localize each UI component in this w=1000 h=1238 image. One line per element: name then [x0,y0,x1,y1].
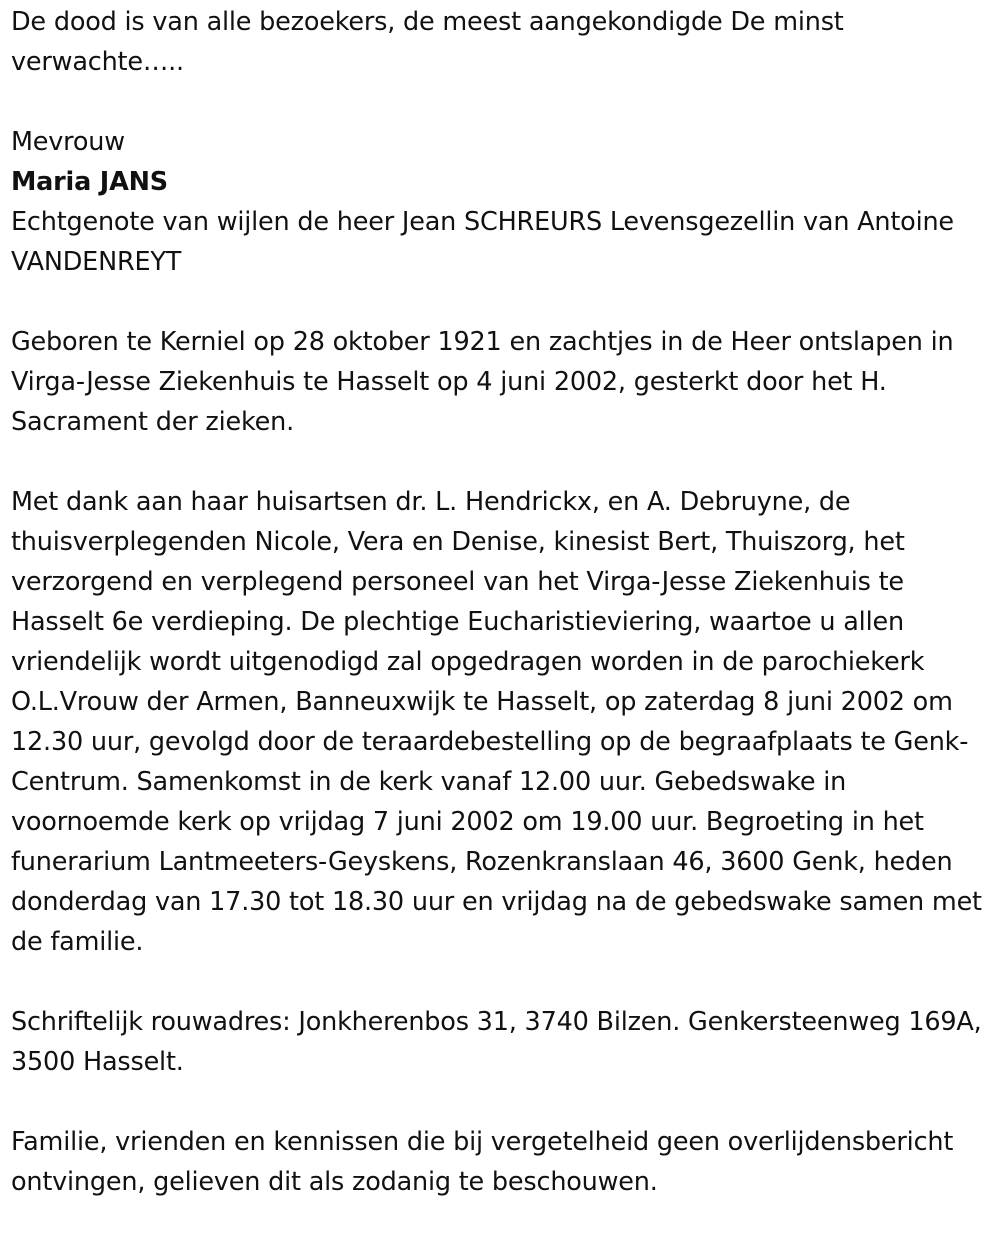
thanks-service-paragraph: Met dank aan haar huisartsen dr. L. Hendrickx, en A. Debruyne, de thuisverplegenden Nicole, Vera en Denise, kinesist Bert, Thuiszorg, het verzorgend en verplegend personeel van het Virga-Jesse Ziekenhuis te Hasselt 6e verdieping. De plechtige Eucharistieviering, waartoe u allen vriendelijk wordt uitgenodigd zal opgedragen worden in de parochiekerk O.L.Vrouw der Armen, Banneuxwijk te Hasselt, op zaterdag 8 juni 2002 om 12.30 uur, gevolgd door de teraardebestelling op de begraafplaats te Genk-Centrum. Samenkomst in de kerk vanaf 12.00 uur. Gebedswake in voornoemde kerk op vrijdag 7 juni 2002 om 19.00 uur. Begroeting in het funerarium Lantmeeters-Geyskens, Rozenkranslaan 46, 3600 Genk, heden donderdag van 17.30 tot 18.30 uur en vrijdag na de gebedswake samen met de familie. [11,487,982,957]
spacer [11,1082,990,1122]
spacer [11,442,990,482]
relation-text: Echtgenote van wijlen de heer Jean SCHREURS Levensgezellin van Antoine VANDENREYT [11,207,954,277]
spacer [11,962,990,1002]
spacer [11,82,990,122]
intro-quote: De dood is van alle bezoekers, de meest aangekondigde De minst verwachte….. [11,7,844,77]
spacer [11,282,990,322]
condolence-address: Schriftelijk rouwadres: Jonkherenbos 31, 3740 Bilzen. Genkersteenweg 169A, 3500 Hasselt. [11,1007,982,1077]
birth-death-paragraph: Geboren te Kerniel op 28 oktober 1921 en zachtjes in de Heer ontslapen in Virga-Jesse Ziekenhuis te Hasselt op 4 juni 2002, gesterkt door het H. Sacrament der zieken. [11,327,954,437]
closing-paragraph: Familie, vrienden en kennissen die bij vergetelheid geen overlijdensbericht ontvingen, gelieven dit als zodanig te beschouwen. [11,1127,954,1197]
deceased-name: Maria JANS [11,167,168,197]
salutation: Mevrouw [11,127,125,157]
